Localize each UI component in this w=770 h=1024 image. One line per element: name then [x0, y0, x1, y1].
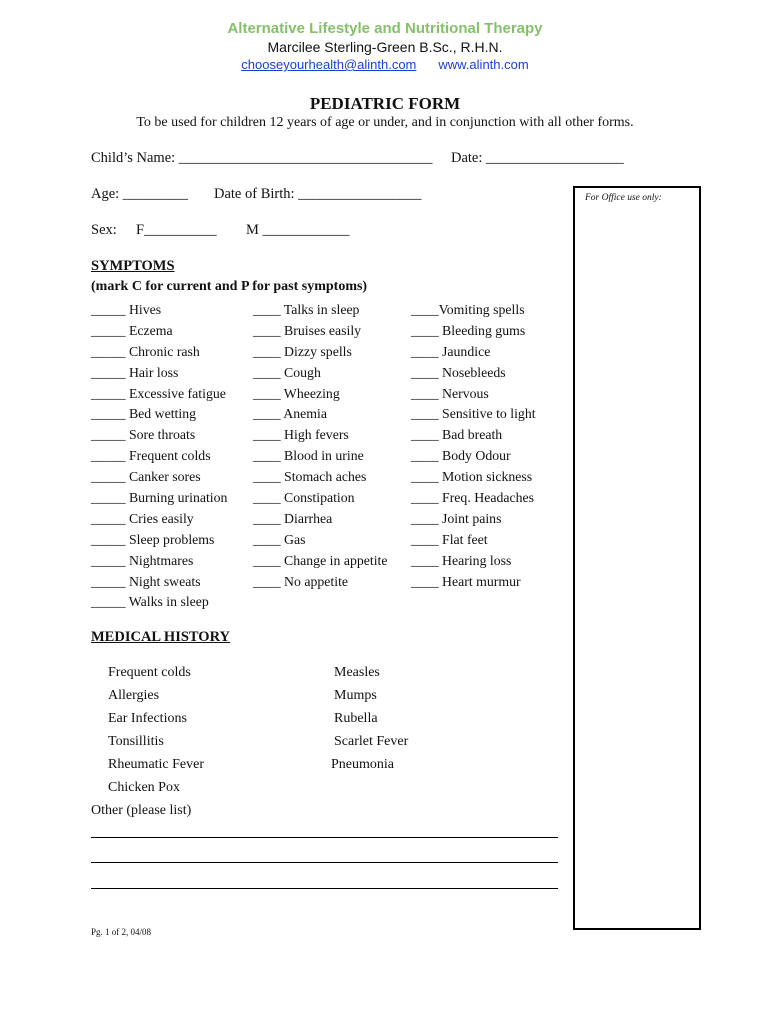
symptom-item[interactable]: _____ Canker sores — [91, 469, 201, 485]
symptom-item[interactable]: ____ Body Odour — [411, 448, 511, 464]
email-link[interactable]: chooseyourhealth@alinth.com — [241, 57, 417, 72]
symptom-item[interactable]: ____ Jaundice — [411, 343, 491, 359]
symptom-item[interactable]: ____ Bruises easily — [253, 322, 362, 338]
child-name-field[interactable]: Child’s Name: ___________________________________ — [91, 150, 433, 166]
symptom-item[interactable]: _____ Excessive fatigue — [91, 385, 226, 401]
other-answer-line[interactable] — [91, 888, 558, 889]
form-subtitle: To be used for children 12 years of age or under, and in conjunction with all other forms. — [136, 115, 634, 130]
symptom-item[interactable]: _____ Sleep problems — [91, 531, 215, 547]
symptom-item[interactable]: ____ Flat feet — [411, 531, 488, 547]
history-item[interactable]: Mumps — [334, 688, 377, 703]
symptoms-column-1 — [91, 300, 227, 613]
symptoms-heading: SYMPTOMS — [91, 258, 175, 274]
dob-field[interactable]: Date of Birth: _________________ — [214, 186, 422, 202]
symptom-item[interactable]: _____ Frequent colds — [91, 448, 211, 464]
sex-f-field[interactable]: F__________ — [136, 222, 217, 238]
symptom-item[interactable]: ____ Bleeding gums — [411, 322, 526, 338]
symptom-item[interactable]: _____ Nightmares — [91, 552, 194, 568]
symptom-item[interactable]: ____ Talks in sleep — [253, 302, 360, 317]
page-footer: Pg. 1 of 2, 04/08 — [91, 927, 152, 937]
symptom-item[interactable]: ____ Wheezing — [253, 385, 340, 401]
symptom-item[interactable]: ____ Hearing loss — [411, 552, 512, 568]
symptom-item[interactable]: _____ Eczema — [91, 322, 173, 338]
history-item[interactable]: Frequent colds — [108, 665, 191, 680]
history-item[interactable]: Rheumatic Fever — [108, 757, 205, 772]
symptom-item[interactable]: ____ Freq. Headaches — [411, 490, 534, 506]
symptom-item[interactable]: ____ Stomach aches — [253, 469, 367, 485]
date-field[interactable]: Date: ___________________ — [451, 150, 624, 166]
form-title: PEDIATRIC FORM — [309, 94, 461, 113]
symptom-item[interactable]: _____ Night sweats — [91, 573, 201, 589]
history-item[interactable]: Tonsillitis — [108, 734, 164, 749]
symptom-item[interactable]: ____ Heart murmur — [411, 573, 521, 589]
other-answer-line[interactable] — [91, 862, 558, 863]
symptom-item[interactable]: _____ Chronic rash — [91, 343, 200, 359]
history-item[interactable]: Scarlet Fever — [334, 734, 409, 749]
symptom-item[interactable]: _____ Bed wetting — [91, 406, 196, 422]
symptoms-column-3 — [411, 300, 536, 592]
symptom-item[interactable]: ____ Joint pains — [411, 510, 502, 526]
office-use-box — [573, 186, 701, 930]
symptoms-note: (mark C for current and P for past symptoms) — [91, 279, 368, 294]
symptom-item[interactable]: ____ Cough — [253, 364, 321, 380]
symptom-item[interactable]: _____ Hair loss — [91, 364, 179, 380]
history-item[interactable]: Ear Infections — [108, 711, 187, 726]
symptom-item[interactable]: ____ Dizzy spells — [253, 343, 352, 359]
history-item[interactable]: Measles — [334, 665, 380, 680]
other-label: Other (please list) — [91, 803, 192, 818]
symptom-item[interactable]: _____ Cries easily — [91, 510, 194, 526]
symptom-item[interactable]: ____ Anemia — [253, 406, 327, 422]
symptom-item[interactable]: ____ Bad breath — [411, 427, 503, 443]
office-use-label: For Office use only: — [585, 193, 662, 203]
symptom-item[interactable]: ____ Gas — [253, 531, 306, 547]
practitioner-name: Marcilee Sterling-Green B.Sc., R.H.N. — [267, 39, 503, 55]
symptom-item[interactable]: ____Vomiting spells — [411, 302, 525, 317]
history-item[interactable]: Pneumonia — [331, 757, 394, 772]
symptom-item[interactable]: ____ Motion sickness — [411, 469, 533, 485]
history-item[interactable]: Rubella — [334, 711, 378, 726]
other-answer-line[interactable] — [91, 837, 558, 838]
sex-label: Sex: — [91, 222, 117, 238]
website-link[interactable]: www.alinth.com — [438, 57, 529, 72]
symptom-item[interactable]: _____ Hives — [91, 302, 162, 317]
symptoms-column-2 — [253, 300, 388, 592]
symptom-item[interactable]: ____ High fevers — [253, 427, 349, 443]
symptom-item[interactable]: _____ Burning urination — [91, 490, 228, 506]
medical-history-heading: MEDICAL HISTORY — [91, 629, 231, 645]
history-item[interactable]: Chicken Pox — [108, 780, 180, 795]
symptom-item[interactable]: ____ Blood in urine — [253, 448, 364, 464]
symptom-item[interactable]: ____ No appetite — [253, 573, 349, 589]
symptom-item[interactable]: ____ Nervous — [411, 385, 489, 401]
symptom-item[interactable]: _____ Sore throats — [91, 427, 196, 443]
sex-m-field[interactable]: M ____________ — [246, 222, 350, 238]
symptom-item[interactable]: _____ Walks in sleep — [91, 594, 209, 610]
history-item[interactable]: Allergies — [108, 688, 160, 703]
symptom-item[interactable]: ____ Constipation — [253, 490, 355, 506]
symptom-item[interactable]: ____ Nosebleeds — [411, 364, 506, 380]
contact-line — [0, 57, 770, 72]
symptom-item[interactable]: ____ Change in appetite — [253, 552, 388, 568]
symptom-item[interactable]: ____ Diarrhea — [253, 510, 333, 526]
symptom-item[interactable]: ____ Sensitive to light — [411, 406, 536, 422]
org-name: Alternative Lifestyle and Nutritional Therapy — [227, 20, 543, 37]
age-field[interactable]: Age: _________ — [91, 186, 189, 202]
